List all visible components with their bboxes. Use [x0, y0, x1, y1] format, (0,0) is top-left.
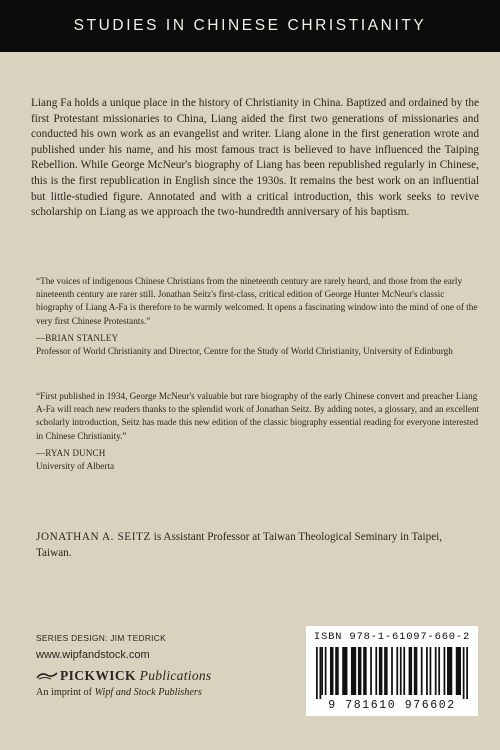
barcode-bar [447, 647, 452, 695]
barcode-bar [335, 647, 338, 695]
pickwick-logo-icon [36, 671, 58, 681]
barcode-bar [342, 647, 347, 695]
endorsement-stanley [36, 275, 481, 358]
publisher-logo [36, 668, 296, 684]
barcode-bar [421, 647, 423, 695]
endorsement-dunch [36, 390, 481, 473]
barcode-bar [400, 647, 402, 695]
barcode-bar [403, 647, 405, 695]
author-name: JONATHAN A. SEITZ [36, 531, 151, 543]
barcode-bar [466, 647, 468, 699]
series-title: STUDIES IN CHINESE CHRISTIANITY [73, 17, 427, 34]
endorser-name: —RYAN DUNCH [36, 447, 106, 458]
barcode-bar [363, 647, 366, 695]
author-bio [36, 530, 476, 561]
barcode-bar [330, 647, 333, 695]
barcode-bar [435, 647, 437, 695]
barcode-digits: 9 781610 976602 [328, 699, 456, 712]
isbn-barcode [306, 626, 478, 716]
publisher-name-sub: Publications [135, 668, 212, 683]
publisher-website: www.wipfandstock.com [36, 649, 150, 661]
endorser-affiliation: University of Alberta [36, 461, 115, 472]
barcode-bar [391, 647, 393, 695]
barcode-bar [319, 647, 321, 699]
series-design-credit: SERIES DESIGN: JIM TEDRICK [36, 633, 167, 643]
barcode-bar [316, 647, 318, 699]
publisher-name [60, 668, 212, 684]
barcode-bar [444, 647, 446, 695]
barcode-bar [351, 647, 356, 695]
barcode-bar [430, 647, 432, 695]
endorsement-attribution [36, 332, 481, 358]
endorsement-text: “The voices of indigenous Chinese Christians from the nineteenth century are rarely heard, and those from the early nineteenth century are rarer still. Jonathan Seitz's first-class, critical edition of George Hunter McNeur's classic biography of Liang A-Fa is therefore to be warmly welcomed. It opens a fascinating window into the mind of one of the very first Chinese Protestants.” [36, 276, 478, 326]
barcode-bar [456, 647, 461, 695]
imprint-name: Wipf and Stock Publishers [94, 687, 202, 698]
publisher-name-main: PICKWICK [60, 668, 136, 683]
barcode-bar [463, 647, 465, 699]
barcode-bar [426, 647, 428, 695]
barcode-bar [414, 647, 417, 695]
author-bio-text: is Assistant Professor at Taiwan Theological Seminary in Taipei, Taiwan. [36, 531, 443, 559]
barcode-bar [375, 647, 377, 695]
book-description: Liang Fa holds a unique place in the history of Christianity in China. Baptized and ordained by the first Protestant missionaries to China, Liang aided the first two generations of missionaries and conducted his own work as an evangelist and writer. Liang alone in the first generation wrote and published under his name, and his most famous tract is believed to have influenced the Taiping Rebellion. While George McNeur's biography of Liang has been republished regularly in Chinese, this is the first republication in English since the 1930s. It remains the best work on an influential but little-studied figure. Annotated and with a critical introduction, this work seeks to revive scholarship on Liang as we approach the two-hundredth anniversary of his baptism. [31, 97, 479, 219]
barcode-bar [325, 647, 327, 695]
barcode-bar [438, 647, 440, 695]
endorser-affiliation: Professor of World Christianity and Director, Centre for the Study of World Christianity, University of Edinburgh [36, 346, 453, 357]
barcode-bar [358, 647, 361, 695]
series-banner [0, 0, 500, 52]
barcode-bar [370, 647, 372, 695]
isbn-number: ISBN 978-1-61097-660-2 [313, 631, 471, 643]
barcode-bars [316, 647, 468, 699]
barcode-bar [384, 647, 387, 695]
endorsement-text: “First published in 1934, George McNeur's valuable but rare biography of the early Chinese convert and preacher Liang A-Fa will reach new readers thanks to the splendid work of Jonathan Seitz. By adding notes, a glossary, and an excellent scholarly introduction, Seitz has made this new edition of the classic biography essential reading for everyone interested in Chinese Christianity.” [36, 391, 480, 441]
publisher-credits [36, 633, 296, 698]
imprint-line [36, 687, 296, 698]
barcode-bar [379, 647, 382, 695]
barcode-bar [396, 647, 398, 695]
barcode-bar [321, 647, 323, 695]
imprint-prefix: An imprint of [36, 687, 95, 698]
endorsement-attribution [36, 447, 481, 473]
endorser-name: —BRIAN STANLEY [36, 332, 119, 343]
barcode-bar [409, 647, 412, 695]
